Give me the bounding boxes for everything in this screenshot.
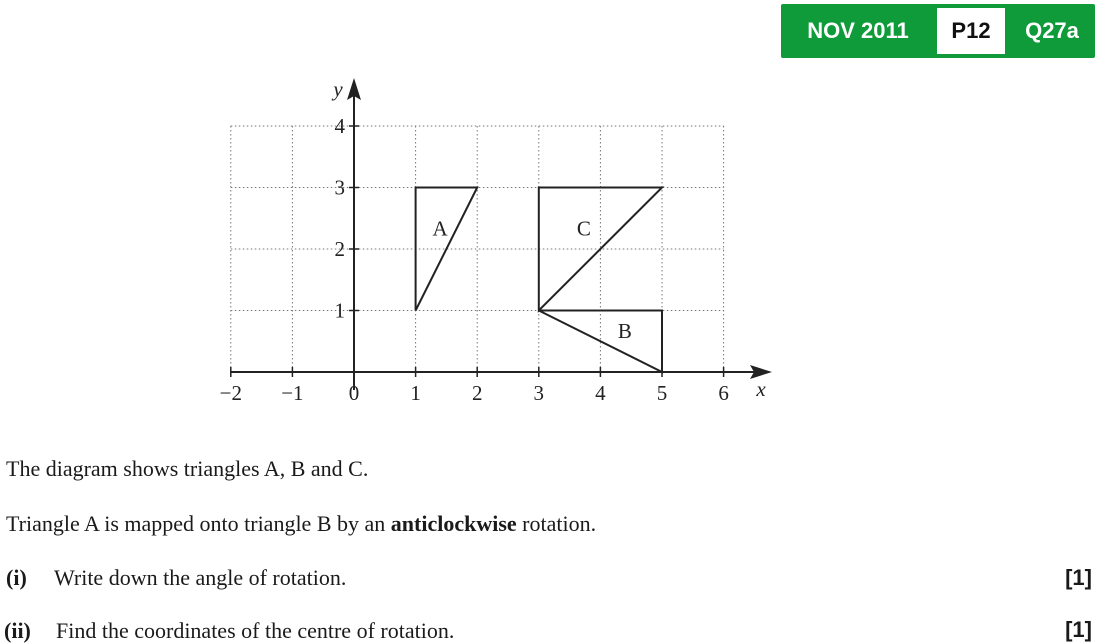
triangle-label: B <box>617 319 632 343</box>
y-tick-label: 1 <box>334 298 345 323</box>
statement-start: Triangle A is mapped onto triangle B by an <box>6 511 391 536</box>
dotted-grid <box>231 126 724 372</box>
triangle-label: C <box>576 216 591 241</box>
y-tick-label: 4 <box>334 114 345 138</box>
question-part-ii <box>4 618 454 644</box>
marks-part-ii: [1] <box>1065 617 1092 642</box>
exam-date: NOV 2011 <box>807 18 909 43</box>
y-tick-label: 3 <box>334 175 345 200</box>
part-text: Write down the angle of rotation. <box>54 565 347 590</box>
triangle-label: A <box>432 216 448 241</box>
question-number: Q27a <box>1025 18 1079 43</box>
paper-number: P12 <box>937 8 1005 54</box>
x-axis-name: x <box>756 377 766 401</box>
triangles <box>416 188 662 373</box>
marks-part-i: [1] <box>1065 565 1092 590</box>
question-part-i <box>6 565 346 591</box>
part-text: Find the coordinates of the centre of rotation. <box>56 618 455 643</box>
x-tick-label: 0 <box>348 381 360 405</box>
coordinate-grid-diagram <box>0 70 800 410</box>
y-tick-label: 2 <box>334 237 345 261</box>
question-intro: The diagram shows triangles A, B and C. <box>6 456 369 481</box>
x-tick-label: 3 <box>533 381 545 405</box>
question-statement <box>6 511 596 537</box>
x-tick-label: 5 <box>656 381 668 405</box>
axes <box>231 78 772 390</box>
x-tick-label: 2 <box>471 381 483 405</box>
y-axis-name: y <box>333 77 343 101</box>
part-label: (i) <box>6 565 27 590</box>
x-tick-label: 4 <box>595 381 606 405</box>
x-tick-label: 6 <box>718 381 729 405</box>
statement-end: rotation. <box>516 511 597 536</box>
statement-emphasis: anticlockwise <box>390 511 517 536</box>
tick-labels <box>220 77 767 405</box>
question-reference-badge <box>781 4 1095 58</box>
x-tick-label: −1 <box>281 381 304 405</box>
x-tick-label: 1 <box>410 381 421 405</box>
part-label: (ii) <box>4 618 31 643</box>
x-tick-label: −2 <box>219 381 242 405</box>
